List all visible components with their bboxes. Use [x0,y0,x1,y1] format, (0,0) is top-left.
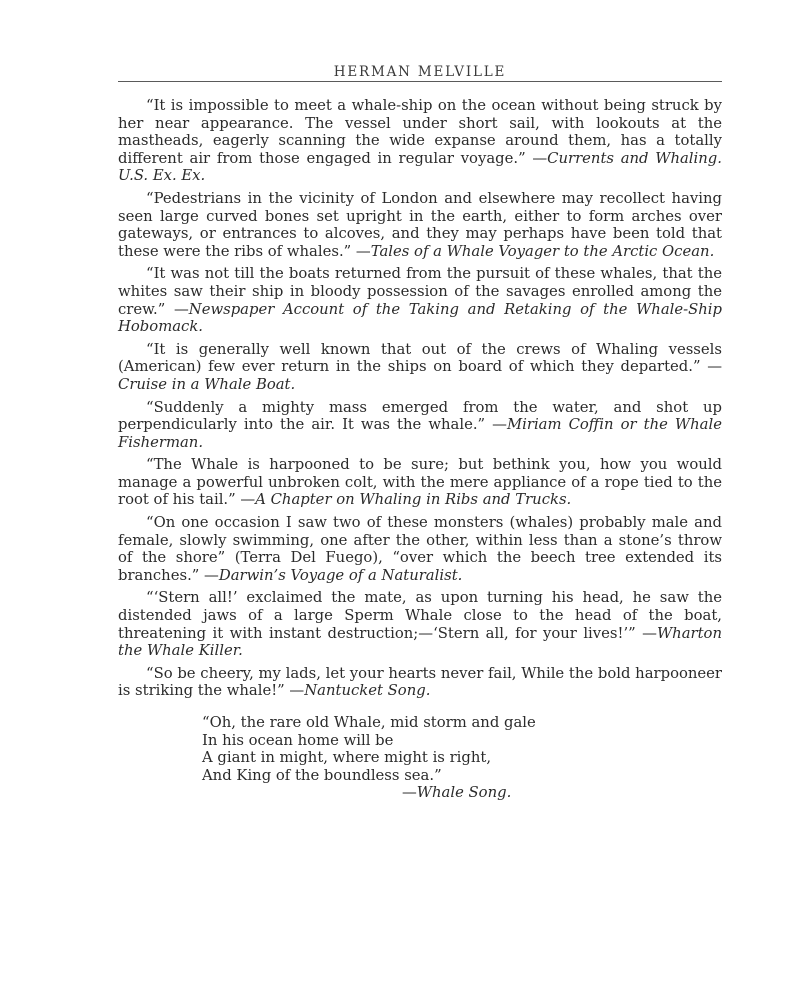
header-rule [118,81,722,82]
poem-attribution-dash: — [402,784,417,802]
extract-paragraph [118,665,722,700]
extract-source: Darwin’s Voyage of a Naturalist. [218,566,463,584]
extract-source: Nantucket Song. [304,682,431,700]
extract-text: “‘Stern all!’ exclaimed the mate, as upon turning his head, he saw the distended jaws of a large Sperm Whale close to the head of the boat, threatening it with instant destruction;—‘Stern all, for your lives!’” — [118,589,722,642]
extract-paragraph [118,341,722,394]
poem-line: A giant in might, where might is right, [202,749,492,767]
extract-text: “On one occasion I saw two of these monsters (whales) probably male and female, slowly swimming, one after the other, within less than a stone’s throw of the shore” (Terra Del Fuego), “over which the beech tree extended its branches.” — [118,514,722,584]
extracts-body [118,97,722,802]
extract-paragraph [118,589,722,659]
extract-paragraph [118,399,722,452]
extract-paragraph [118,265,722,335]
extract-source: Newspaper Account of the Taking and Retaking of the Whale-Ship Hobomack. [118,300,722,336]
extract-text: “It is impossible to meet a whale-ship on the ocean without being struck by her near appearance. The vessel under short sail, with lookouts at the mastheads, eagerly scanning the wide expanse around them, has a totally different air from those engaged in regular voyage.” — [118,97,722,167]
extract-text: “It is generally well known that out of the crews of Whaling vessels (American) few ever return in the ships on board of which they departed.” — [118,340,722,376]
poem-line: And King of the boundless sea.” [202,766,442,784]
running-head: HERMAN MELVILLE [333,64,507,80]
extract-source: Tales of a Whale Voyager to the Arctic Ocean. [370,242,715,260]
poem-attribution-source: Whale Song. [416,784,512,802]
extract-source: A Chapter on Whaling in Ribs and Trucks. [255,491,572,509]
extract-paragraph [118,514,722,584]
extract-text: “Pedestrians in the vicinity of London and elsewhere may recollect having seen large curved bones set upright in the earth, either to form arches over gateways, or entrances to alcoves, and they may perhaps have been told that these were the ribs of whales.” — [118,189,722,260]
extract-source: Miriam Coffin or the Whale Fisherman. [118,416,722,451]
extract-paragraph [118,190,722,260]
extract-source: Wharton the Whale Killer. [118,624,722,660]
poem-attribution [202,784,722,802]
poem-line: “Oh, the rare old Whale, mid storm and gale [202,714,536,731]
poem-line: In his ocean home will be [202,731,394,749]
extract-text: “Suddenly a mighty mass emerged from the water, and shot up perpendicularly into the air. It was the whale.” — [118,398,722,434]
extract-text: “The Whale is harpooned to be sure; but bethink you, how you would manage a powerful unbroken colt, with the mere appliance of a rope tied to the root of his tail.” — [118,456,722,509]
extract-text: “It was not till the boats returned from the pursuit of these whales, that the whites saw their ship in bloody possession of the savages enrolled among the crew.” — [118,265,722,318]
poem-block [202,714,722,802]
extract-paragraph [118,456,722,509]
extract-text: “So be cheery, my lads, let your hearts never fail, While the bold harpooneer is striking the whale!” — [118,664,722,700]
extract-paragraph [118,97,722,185]
extract-source: Currents and Whaling. U.S. Ex. Ex. [118,149,722,185]
extract-source: Cruise in a Whale Boat. [118,375,296,393]
